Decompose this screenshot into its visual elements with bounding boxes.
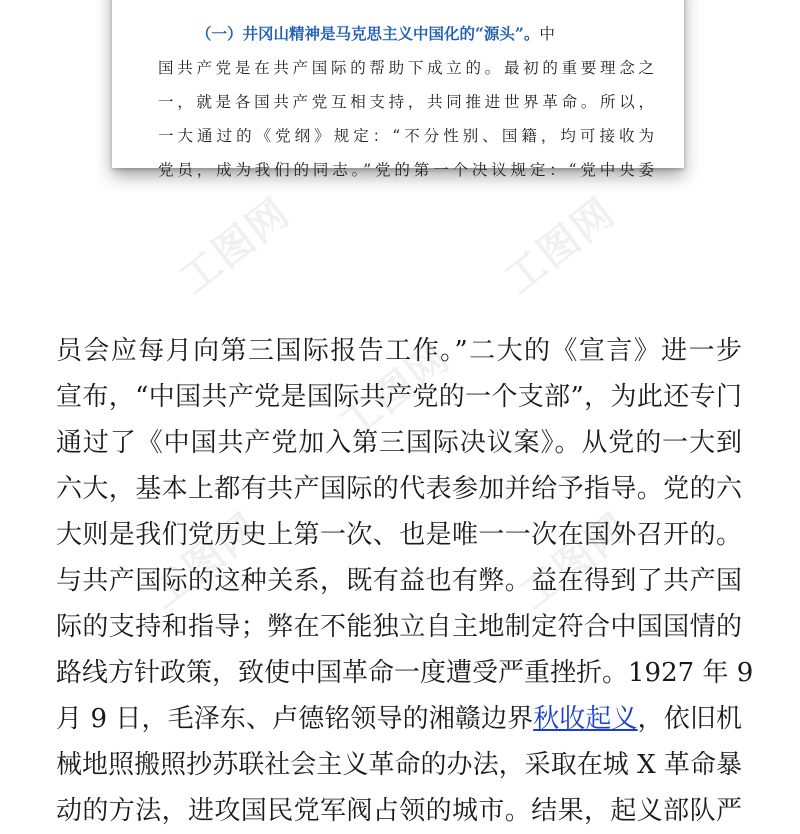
watermark: 工图网 — [496, 189, 624, 304]
watermark: 工图网 — [331, 334, 459, 449]
article-body — [56, 328, 754, 834]
excerpt-card — [112, 0, 684, 179]
excerpt-heading-tail: 中 — [539, 25, 555, 43]
body-line: 械地照搬照抄苏联社会主义革命的办法，采取在城 X 革命暴 — [56, 750, 742, 780]
excerpt-heading: （一）井冈山精神是马克思主义中国化的“源头”。 — [196, 24, 540, 43]
body-line: 员会应每月向第三国际报告工作。”二大的《宣言》进一步 — [56, 336, 742, 366]
excerpt-heading-line — [158, 17, 654, 51]
watermark: 工图网 — [141, 504, 269, 619]
body-line: 六大，基本上都有共产国际的代表参加并给予指导。党的六 — [56, 474, 742, 504]
autumn-harvest-uprising-link[interactable]: 秋收起义 — [533, 704, 638, 734]
body-line: 大则是我们党历史上第一次、也是唯一一次在国外召开的。 — [56, 520, 742, 550]
body-line: 与共产国际的这种关系，既有益也有弊。益在得到了共产国 — [56, 566, 742, 596]
body-line: 际的支持和指导；弊在不能独立自主地制定符合中国国情的 — [56, 612, 742, 642]
body-text-segment: 月 9 日，毛泽东、卢德铭领导的湘赣边界 — [56, 704, 534, 734]
watermark: 工图网 — [511, 504, 639, 619]
excerpt-line: 一，就是各国共产党互相支持，共同推进世界革命。所以， — [158, 93, 654, 111]
body-line: 动的方法，进攻国民党军阀占领的城市。结果，起义部队严 — [56, 796, 742, 826]
body-text-segment: ，依旧机 — [637, 704, 742, 734]
excerpt-line: 国共产党是在共产国际的帮助下成立的。最初的重要理念之 — [158, 59, 654, 77]
body-line: 路线方针政策，致使中国革命一度遭受严重挫折。1927 年 9 — [56, 658, 754, 688]
body-line: 宣布，“中国共产党是国际共产党的一个支部”，为此还专门 — [56, 382, 742, 412]
excerpt-text — [158, 17, 654, 187]
watermark: 工图网 — [171, 189, 299, 304]
excerpt-line: 党员，成为我们的同志。”党的第一个决议规定：“党中央委 — [158, 161, 654, 179]
body-line: 通过了《中国共产党加入第三国际决议案》。从党的一大到 — [56, 428, 742, 458]
excerpt-line: 一大通过的《党纲》规定：“不分性别、国籍，均可接收为 — [158, 127, 654, 145]
body-line-with-link — [56, 696, 742, 742]
